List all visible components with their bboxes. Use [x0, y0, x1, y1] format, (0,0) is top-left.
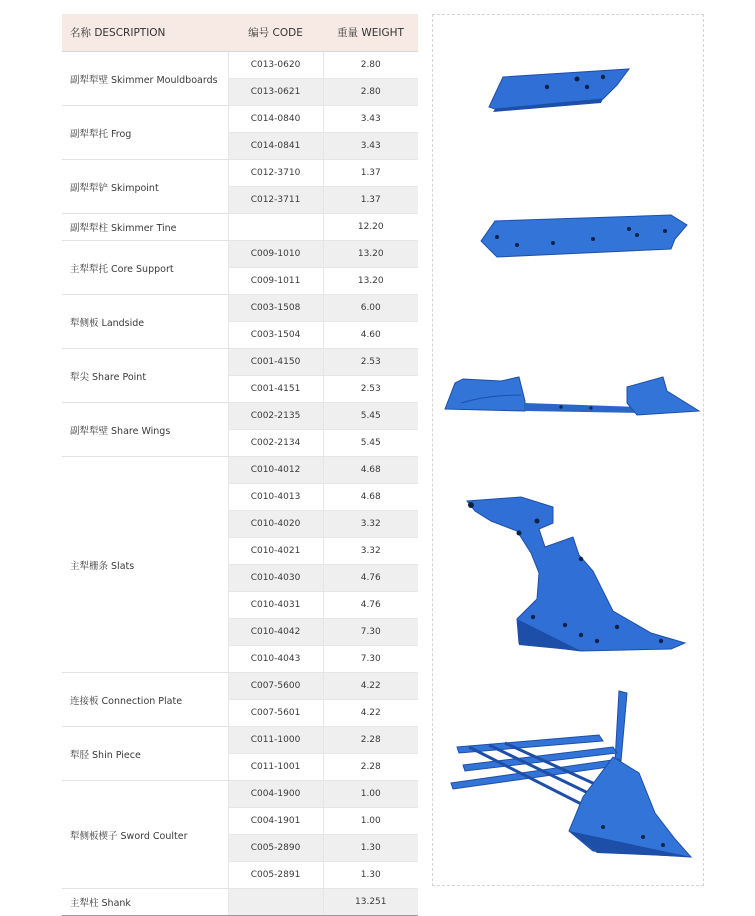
weight-cell: 3.32 — [323, 511, 418, 538]
share-wings-image — [441, 373, 703, 423]
code-cell: C007-5600 — [228, 673, 323, 700]
description-cell: 主犁栅条 Slats — [62, 457, 228, 673]
table-row — [62, 295, 418, 322]
weight-cell: 1.30 — [323, 862, 418, 889]
table-row — [62, 673, 418, 700]
weight-cell: 1.00 — [323, 808, 418, 835]
table-row — [62, 889, 418, 916]
frog-bracket-image — [461, 493, 691, 663]
header-code: 编号 CODE — [228, 14, 323, 52]
weight-cell: 5.45 — [323, 430, 418, 457]
code-cell: C009-1010 — [228, 241, 323, 268]
code-cell: C003-1508 — [228, 295, 323, 322]
description-cell: 副犁犁托 Frog — [62, 106, 228, 160]
weight-cell: 1.37 — [323, 160, 418, 187]
code-cell: C010-4021 — [228, 538, 323, 565]
table-header-row — [62, 14, 418, 52]
code-cell: C007-5601 — [228, 700, 323, 727]
code-cell: C010-4043 — [228, 646, 323, 673]
description-cell: 主犁犁托 Core Support — [62, 241, 228, 295]
code-cell: C001-4150 — [228, 349, 323, 376]
code-cell: C010-4031 — [228, 592, 323, 619]
code-cell: C014-0840 — [228, 106, 323, 133]
code-cell: C004-1901 — [228, 808, 323, 835]
table-row — [62, 214, 418, 241]
weight-cell: 2.80 — [323, 79, 418, 106]
weight-cell: 3.43 — [323, 133, 418, 160]
code-cell: C014-0841 — [228, 133, 323, 160]
weight-cell: 13.251 — [323, 889, 418, 916]
code-cell: C011-1000 — [228, 727, 323, 754]
weight-cell: 1.30 — [323, 835, 418, 862]
code-cell: C011-1001 — [228, 754, 323, 781]
code-cell: C009-1011 — [228, 268, 323, 295]
table-body — [62, 52, 418, 916]
description-cell: 副犁犁壁 Skimmer Mouldboards — [62, 52, 228, 106]
code-cell — [228, 214, 323, 241]
table-row — [62, 52, 418, 79]
header-weight: 重量 WEIGHT — [323, 14, 418, 52]
weight-cell: 3.43 — [323, 106, 418, 133]
description-cell: 副犁犁铲 Skimpoint — [62, 160, 228, 214]
table-row — [62, 160, 418, 187]
weight-cell: 4.76 — [323, 565, 418, 592]
code-cell: C013-0620 — [228, 52, 323, 79]
weight-cell: 7.30 — [323, 646, 418, 673]
parts-image-panel — [432, 14, 704, 886]
weight-cell: 4.76 — [323, 592, 418, 619]
table-row — [62, 241, 418, 268]
weight-cell: 13.20 — [323, 268, 418, 295]
code-cell: C005-2891 — [228, 862, 323, 889]
weight-cell: 4.68 — [323, 457, 418, 484]
weight-cell: 1.00 — [323, 781, 418, 808]
description-cell: 犁侧板楔子 Sword Coulter — [62, 781, 228, 889]
description-cell: 副犁犁柱 Skimmer Tine — [62, 214, 228, 241]
description-cell: 犁尖 Share Point — [62, 349, 228, 403]
weight-cell: 13.20 — [323, 241, 418, 268]
weight-cell: 7.30 — [323, 619, 418, 646]
landside-plate-image — [475, 213, 695, 263]
code-cell: C010-4030 — [228, 565, 323, 592]
table-row — [62, 781, 418, 808]
weight-cell: 4.22 — [323, 673, 418, 700]
description-cell: 主犁柱 Shank — [62, 889, 228, 916]
plough-body-image — [443, 687, 699, 867]
weight-cell: 1.37 — [323, 187, 418, 214]
parts-table — [62, 14, 418, 916]
weight-cell: 2.53 — [323, 349, 418, 376]
description-cell: 连接板 Connection Plate — [62, 673, 228, 727]
code-cell: C010-4020 — [228, 511, 323, 538]
table-row — [62, 403, 418, 430]
table-row — [62, 457, 418, 484]
code-cell: C002-2134 — [228, 430, 323, 457]
code-cell: C010-4013 — [228, 484, 323, 511]
weight-cell: 2.28 — [323, 727, 418, 754]
table-row — [62, 106, 418, 133]
skimmer-mouldboard-image — [485, 65, 635, 115]
description-cell: 犁侧板 Landside — [62, 295, 228, 349]
code-cell: C002-2135 — [228, 403, 323, 430]
weight-cell: 12.20 — [323, 214, 418, 241]
weight-cell: 5.45 — [323, 403, 418, 430]
code-cell: C005-2890 — [228, 835, 323, 862]
code-cell — [228, 889, 323, 916]
table-row — [62, 349, 418, 376]
code-cell: C010-4042 — [228, 619, 323, 646]
code-cell: C004-1900 — [228, 781, 323, 808]
code-cell: C013-0621 — [228, 79, 323, 106]
code-cell: C003-1504 — [228, 322, 323, 349]
code-cell: C012-3711 — [228, 187, 323, 214]
code-cell: C010-4012 — [228, 457, 323, 484]
weight-cell: 6.00 — [323, 295, 418, 322]
weight-cell: 3.32 — [323, 538, 418, 565]
code-cell: C012-3710 — [228, 160, 323, 187]
description-cell: 犁胫 Shin Piece — [62, 727, 228, 781]
table-row — [62, 727, 418, 754]
code-cell: C001-4151 — [228, 376, 323, 403]
weight-cell: 2.53 — [323, 376, 418, 403]
header-description: 名称 DESCRIPTION — [62, 14, 228, 52]
description-cell: 副犁犁壁 Share Wings — [62, 403, 228, 457]
weight-cell: 2.28 — [323, 754, 418, 781]
weight-cell: 4.60 — [323, 322, 418, 349]
weight-cell: 4.68 — [323, 484, 418, 511]
weight-cell: 4.22 — [323, 700, 418, 727]
weight-cell: 2.80 — [323, 52, 418, 79]
